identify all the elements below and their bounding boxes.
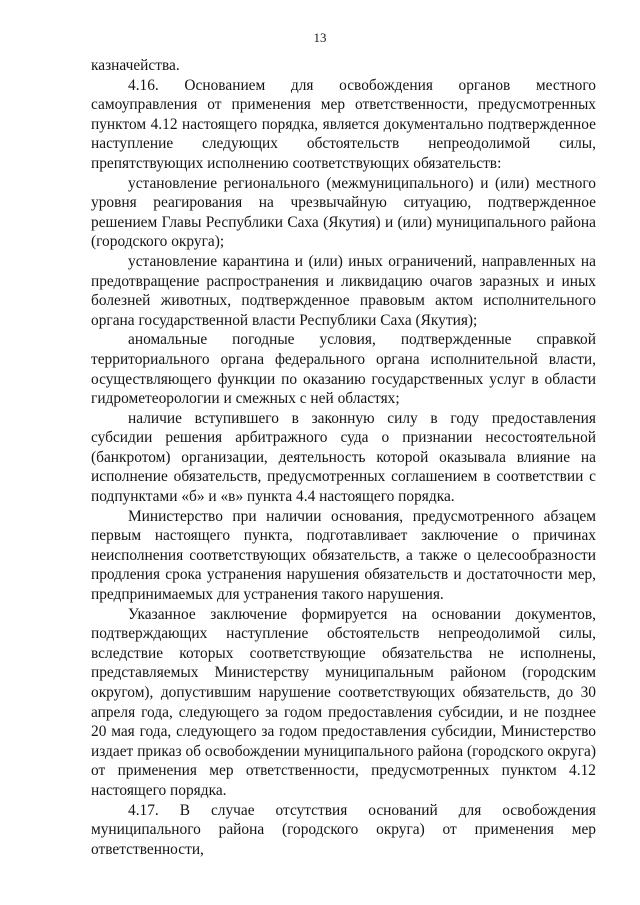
page-number: 13	[313, 30, 327, 45]
paragraph-quarantine: установление карантина и (или) иных ограничений, направленных на предотвращение распространения и ликвидацию очагов заразных и иных болезней животных, подтвержденное правовым актом исполнительного органа государственной власти Республики Саха (Якутия);	[91, 252, 596, 329]
paragraph-4-17: 4.17. В случае отсутствия оснований для освобождения муниципального района (городского округа) от применения мер ответственности,	[91, 801, 596, 858]
paragraph-conclusion-basis: Указанное заключение формируется на основании документов, подтверждающих наступление обстоятельств непреодолимой силы, вследствие которых соответствующие обязательства не исполнены, представляемых Министерству муниципальным районом (городским округом), допустившим нарушение соответствующих обязательств, до 30 апреля года, следующего за годом предоставления субсидии, и не позднее 20 мая года, следующего за годом предоставления субсидии, Министерство издает приказ об освобождении муниципального района (городского округа) от применения мер ответственности, предусмотренных пунктом 4.12 настоящего порядка.	[91, 605, 596, 799]
document-body	[91, 56, 596, 859]
paragraph-weather: аномальные погодные условия, подтвержденные справкой территориального органа федерального органа исполнительной власти, осуществляющего функции по оказанию государственных услуг в области гидрометеорологии и смежных с ней областях;	[91, 331, 596, 408]
paragraph-regional-emergency: установление регионального (межмуниципального) и (или) местного уровня реагирования на чрезвычайную ситуацию, подтвержденное решением Главы Республики Саха (Якутия) и (или) муниципального района (городского округа);	[91, 174, 596, 251]
paragraph-ministry-conclusion: Министерство при наличии основания, предусмотренного абзацем первым настоящего пункта, подготавливает заключение о причинах неисполнения соответствующих обязательств, а также о целесообразности продления срока устранения нарушения обязательств и достаточности мер, предпринимаемых для устранения такого нарушения.	[91, 507, 596, 604]
paragraph-continuation: казначейства.	[91, 57, 180, 74]
paragraph-bankruptcy: наличие вступившего в законную силу в году предоставления субсидии решения арбитражного суда о признании несостоятельной (банкротом) организации, деятельность которой оказывала влияние на исполнение обязательств, предусмотренных соглашением в соответствии с подпунктами «б» и «в» пункта 4.4 настоящего порядка.	[91, 409, 596, 506]
paragraph-4-16: 4.16. Основанием для освобождения органов местного самоуправления от применения мер ответственности, предусмотренных пунктом 4.12 настоящего порядка, является документально подтвержденное наступление следующих обстоятельств непреодолимой силы, препятствующих исполнению соответствующих обязательств:	[91, 76, 596, 172]
